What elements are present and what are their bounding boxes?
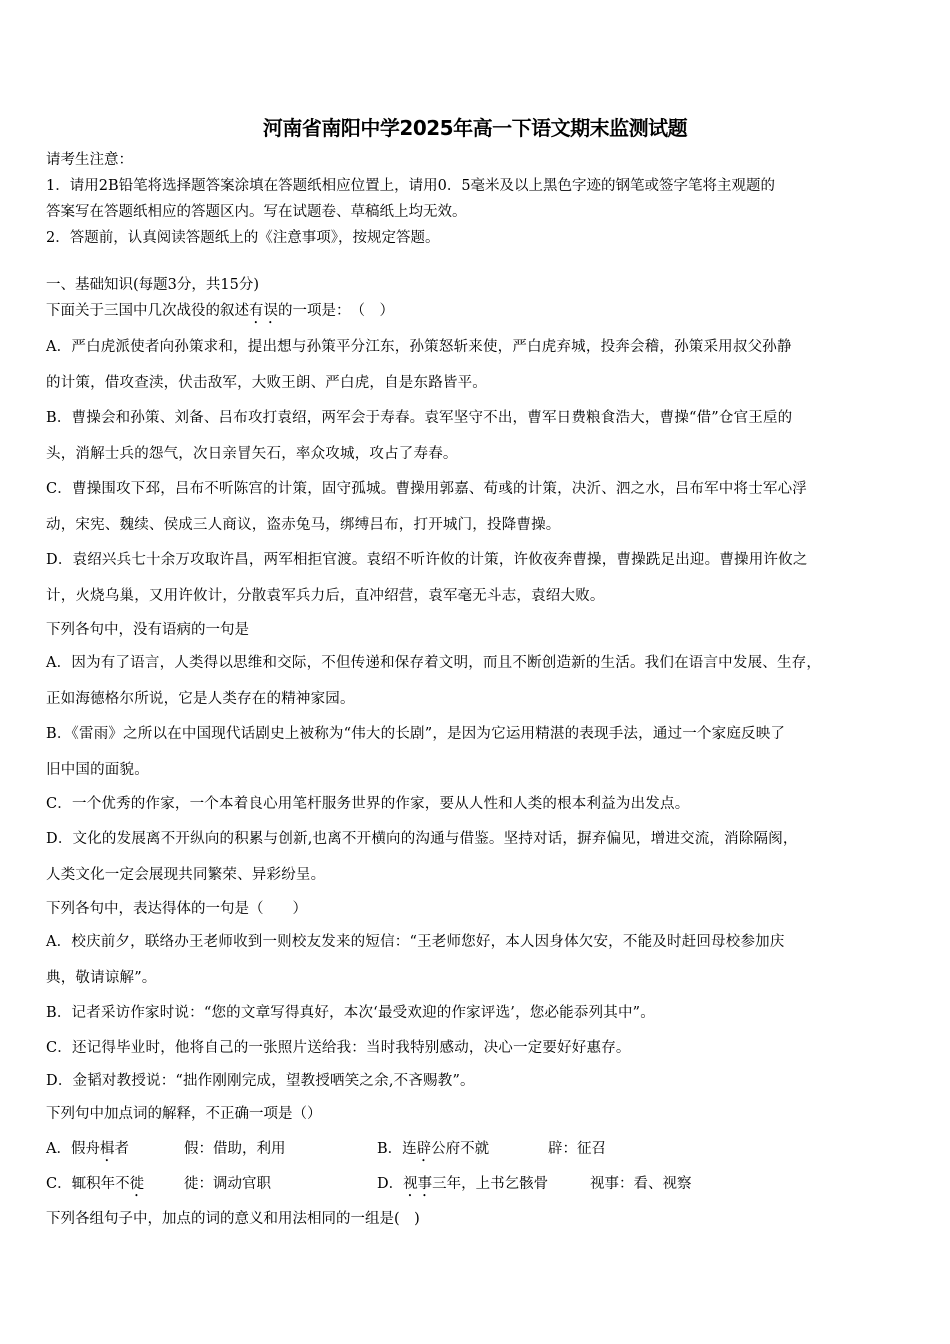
q4-option-a: [46, 1139, 129, 1165]
q1-option-b-line2: 头，消解士兵的怨气，次日亲冒矢石，率众攻城，攻占了寿春。: [46, 446, 458, 462]
q4-option-b-post: 公府不就: [431, 1141, 490, 1157]
q2-option-d-line2: 人类文化一定会展现共同繁荣、异彩纷呈。: [46, 867, 326, 883]
page-title: 河南省南阳中学2025年高一下语文期末监测试题: [262, 116, 688, 140]
q4-option-b-dotted: 辟: [416, 1141, 432, 1157]
q5-stem: 下列各组句子中，加点的词的意义和用法相同的一组是( ): [46, 1211, 420, 1227]
q3-option-d: D．金韬对教授说：“拙作刚刚完成，望教授哂笑之余,不吝赐教”。: [46, 1073, 475, 1089]
q1-stem: [46, 301, 394, 327]
q4-option-c-label: C．: [46, 1176, 72, 1192]
q4-option-a-gloss: 假：借助，利用: [184, 1141, 286, 1157]
q3-option-a-line2: 典，敬请谅解”。: [46, 970, 157, 986]
q4-option-c: [46, 1174, 144, 1200]
q4-option-d-label: D．: [377, 1176, 404, 1192]
q4-option-d: [377, 1174, 548, 1200]
q4-option-c-gloss: 徙：调动官职: [184, 1176, 271, 1192]
q4-option-d-dotted: 视事: [403, 1176, 433, 1192]
q1-option-d-line2: 计，火烧乌巢，又用许攸计，分散袁军兵力后，直冲绍营，袁军毫无斗志，袁绍大败。: [46, 588, 605, 604]
notice-line-1: 1．请用2B铅笔将选择题答案涂填在答题纸相应位置上，请用0．5毫米及以上黑色字迹的钢笔或签字笔将主观题的: [46, 178, 776, 194]
q1-option-d-line1: D．袁绍兴兵七十余万攻取许昌，两军相拒官渡。袁绍不听许攸的计策，许攸夜奔曹操，曹操跣足出迎。曹操用许攸之: [46, 552, 808, 568]
q1-option-c-line2: 动，宋宪、魏续、侯成三人商议，盗赤兔马，绑缚吕布，打开城门，投降曹操。: [46, 517, 561, 533]
q4-option-a-pre: 假舟: [70, 1141, 100, 1157]
q1-option-a-line1: A．严白虎派使者向孙策求和，提出想与孙策平分江东，孙策怒斩来使，严白虎弃城，投奔会稽，孙策采用叔父孙静: [46, 339, 792, 355]
q3-option-b: B．记者采访作家时说：“您的文章写得真好，本次‘最受欢迎的作家评选’，您必能忝列其中”。: [46, 1005, 655, 1021]
q4-option-d-gloss: 视事：看、视察: [590, 1176, 692, 1192]
q2-option-a-line2: 正如海德格尔所说，它是人类存在的精神家园。: [46, 691, 355, 707]
q3-stem: 下列各句中，表达得体的一句是（ ）: [46, 901, 307, 917]
q1-stem-post: 的一项是： （ ）: [278, 303, 394, 319]
q4-option-a-dotted: 楫: [99, 1141, 115, 1157]
q2-option-b-line1: B．《雷雨》之所以在中国现代话剧史上被称为“伟大的长剧”，是因为它运用精湛的表现手法，通过一个家庭反映了: [46, 726, 786, 742]
q4-stem: 下列句中加点词的解释，不正确一项是（）: [46, 1106, 322, 1122]
q2-option-c: C．一个优秀的作家，一个本着良心用笔杆服务世界的作家，要从人性和人类的根本利益为出发点。: [46, 796, 690, 812]
q1-stem-pre: 下面关于三国中几次战役的叙述: [46, 303, 249, 319]
q2-option-a-line1: A．因为有了语言，人类得以思维和交际，不但传递和保存着文明，而且不断创造新的生活。我们在语言中发展、生存，: [46, 655, 822, 671]
q4-option-b-pre: 连: [402, 1141, 417, 1157]
q1-stem-dotted: 有误: [249, 303, 278, 319]
q1-option-a-line2: 的计策，借攻查渎，伏击敌军，大败王朗、严白虎，自是东路皆平。: [46, 375, 487, 391]
q4-option-b-gloss: 辟：征召: [548, 1141, 606, 1157]
section-heading: 一、基础知识(每题3分，共15分): [46, 277, 259, 293]
q4-option-c-pre: 辄积年不: [71, 1176, 130, 1192]
q4-option-d-post: 三年，上书乞骸骨: [432, 1176, 549, 1192]
q1-option-c-line1: C．曹操围攻下邳，吕布不听陈宫的计策，固守孤城。曹操用郭嘉、荀彧的计策，决沂、泗之水，吕布军中将士军心浮: [46, 481, 807, 497]
q4-option-b-label: B．: [377, 1141, 403, 1157]
q2-stem: 下列各句中，没有语病的一句是: [46, 622, 249, 638]
q2-option-b-line2: 旧中国的面貌。: [46, 762, 149, 778]
notice-line-2: 答案写在答题纸相应的答题区内。写在试题卷、草稿纸上均无效。: [46, 204, 467, 220]
notice-line-3: 2．答题前，认真阅读答题纸上的《注意事项》，按规定答题。: [46, 230, 440, 246]
notice-heading: 请考生注意：: [46, 152, 133, 168]
q4-option-a-label: A．: [46, 1141, 71, 1157]
q4-option-c-dotted: 徙: [129, 1176, 145, 1192]
q2-option-d-line1: D．文化的发展离不开纵向的积累与创新,也离不开横向的沟通与借鉴。坚持对话，摒弃偏见，增进交流，消除隔阂，: [46, 831, 798, 847]
q4-option-b: [377, 1139, 489, 1165]
q3-option-a-line1: A．校庆前夕，联络办王老师收到一则校友发来的短信：“王老师您好，本人因身体欠安，不能及时赶回母校参加庆: [46, 934, 785, 950]
q1-option-b-line1: B．曹操会和孙策、刘备、吕布攻打袁绍，两军会于寿春。袁军坚守不出，曹军日费粮食浩大，曹操“借”仓官王垕的: [46, 410, 793, 426]
q3-option-c: C．还记得毕业时，他将自己的一张照片送给我：当时我特别感动，决心一定要好好惠存。: [46, 1040, 631, 1056]
q4-option-a-post: 者: [114, 1141, 129, 1157]
